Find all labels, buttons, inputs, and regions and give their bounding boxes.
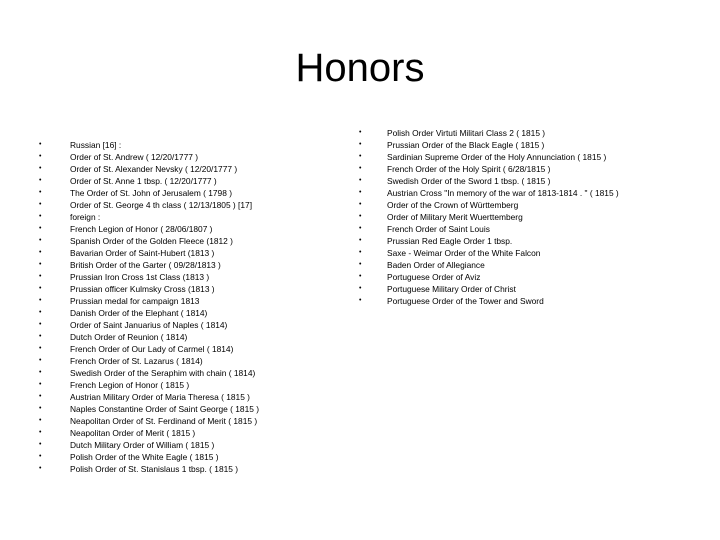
list-item-text: Dutch Military Order of William ( 1815 ) bbox=[70, 440, 215, 450]
list-item-text: The Order of St. John of Jerusalem ( 1798 ) bbox=[70, 188, 232, 198]
list-item bbox=[38, 331, 338, 343]
bullet-icon: • bbox=[39, 441, 42, 448]
list-item-text: Russian [16] : bbox=[70, 140, 122, 150]
list-item bbox=[358, 187, 698, 199]
list-item-text: Baden Order of Allegiance bbox=[387, 260, 485, 270]
bullet-icon: • bbox=[39, 429, 42, 436]
bullet-icon: • bbox=[39, 297, 42, 304]
list-item bbox=[358, 151, 698, 163]
list-item bbox=[38, 259, 338, 271]
bullet-icon: • bbox=[359, 177, 362, 184]
list-item bbox=[358, 259, 698, 271]
list-item-text: Order of the Crown of Württemberg bbox=[387, 200, 519, 210]
list-item-text: French Order of Our Lady of Carmel ( 1814) bbox=[70, 344, 234, 354]
list-item bbox=[358, 247, 698, 259]
list-item bbox=[38, 451, 338, 463]
bullet-icon: • bbox=[39, 321, 42, 328]
list-item-text: Swedish Order of the Seraphim with chain ( 1814) bbox=[70, 368, 256, 378]
list-item-text: Order of St. Alexander Nevsky ( 12/20/1777 ) bbox=[70, 164, 238, 174]
list-item bbox=[358, 295, 698, 307]
bullet-icon: • bbox=[359, 261, 362, 268]
honors-list-left bbox=[38, 139, 338, 475]
bullet-icon: • bbox=[39, 345, 42, 352]
list-item bbox=[358, 175, 698, 187]
list-item bbox=[38, 319, 338, 331]
list-item bbox=[38, 463, 338, 475]
list-item bbox=[38, 175, 338, 187]
list-item-text: Saxe - Weimar Order of the White Falcon bbox=[387, 248, 541, 258]
bullet-icon: • bbox=[359, 189, 362, 196]
list-item-text: Portuguese Order of Aviz bbox=[387, 272, 481, 282]
list-item-text: Austrian Cross "In memory of the war of 1813-1814 . " ( 1815 ) bbox=[387, 188, 619, 198]
bullet-icon: • bbox=[39, 213, 42, 220]
honors-list-right bbox=[358, 127, 698, 307]
list-item bbox=[38, 295, 338, 307]
bullet-icon: • bbox=[39, 249, 42, 256]
list-item-text: British Order of the Garter ( 09/28/1813 ) bbox=[70, 260, 221, 270]
bullet-icon: • bbox=[39, 309, 42, 316]
bullet-icon: • bbox=[39, 189, 42, 196]
bullet-icon: • bbox=[39, 465, 42, 472]
list-item-text: Austrian Military Order of Maria Theresa ( 1815 ) bbox=[70, 392, 250, 402]
bullet-icon: • bbox=[359, 249, 362, 256]
list-item bbox=[38, 247, 338, 259]
list-item-text: French Order of the Holy Spirit ( 6/28/1815 ) bbox=[387, 164, 551, 174]
bullet-icon: • bbox=[359, 285, 362, 292]
list-item bbox=[358, 235, 698, 247]
list-item bbox=[38, 307, 338, 319]
list-item bbox=[38, 439, 338, 451]
list-item-text: Prussian Order of the Black Eagle ( 1815 ) bbox=[387, 140, 545, 150]
list-item bbox=[38, 355, 338, 367]
list-item-text: foreign : bbox=[70, 212, 101, 222]
list-item bbox=[38, 163, 338, 175]
list-item-text: French Order of St. Lazarus ( 1814) bbox=[70, 356, 203, 366]
list-item bbox=[38, 211, 338, 223]
bullet-icon: • bbox=[39, 393, 42, 400]
bullet-icon: • bbox=[359, 297, 362, 304]
list-item-text: Danish Order of the Elephant ( 1814) bbox=[70, 308, 208, 318]
list-item-text: French Order of Saint Louis bbox=[387, 224, 490, 234]
slide-title: Honors bbox=[295, 46, 425, 90]
bullet-icon: • bbox=[359, 273, 362, 280]
list-item bbox=[358, 283, 698, 295]
list-item bbox=[358, 163, 698, 175]
list-item-text: Prussian officer Kulmsky Cross (1813 ) bbox=[70, 284, 215, 294]
list-item-text: Prussian medal for campaign 1813 bbox=[70, 296, 200, 306]
bullet-icon: • bbox=[39, 369, 42, 376]
list-item-text: Spanish Order of the Golden Fleece (1812 ) bbox=[70, 236, 233, 246]
list-item-text: Portuguese Order of the Tower and Sword bbox=[387, 296, 544, 306]
list-item-text: Polish Order of the White Eagle ( 1815 ) bbox=[70, 452, 219, 462]
list-item bbox=[38, 199, 338, 211]
bullet-icon: • bbox=[359, 213, 362, 220]
list-item-text: French Legion of Honor ( 28/06/1807 ) bbox=[70, 224, 213, 234]
list-item bbox=[38, 139, 338, 151]
list-item-text: Polish Order Virtuti Militari Class 2 ( 1815 ) bbox=[387, 128, 546, 138]
list-item bbox=[38, 403, 338, 415]
list-item-text: Order of Military Merit Wuerttemberg bbox=[387, 212, 523, 222]
list-item bbox=[38, 427, 338, 439]
bullet-icon: • bbox=[39, 177, 42, 184]
list-item-text: French Legion of Honor ( 1815 ) bbox=[70, 380, 190, 390]
list-item-text: Sardinian Supreme Order of the Holy Annunciation ( 1815 ) bbox=[387, 152, 607, 162]
bullet-icon: • bbox=[359, 237, 362, 244]
bullet-icon: • bbox=[39, 405, 42, 412]
list-item bbox=[38, 151, 338, 163]
list-item-text: Prussian Red Eagle Order 1 tbsp. bbox=[387, 236, 513, 246]
list-item-text: Order of St. George 4 th class ( 12/13/1805 ) [17] bbox=[70, 200, 253, 210]
list-item bbox=[38, 367, 338, 379]
list-item bbox=[38, 391, 338, 403]
list-item bbox=[38, 283, 338, 295]
list-item bbox=[38, 187, 338, 199]
list-item-text: Portuguese Military Order of Christ bbox=[387, 284, 516, 294]
bullet-icon: • bbox=[39, 333, 42, 340]
list-item-text: Naples Constantine Order of Saint George ( 1815 ) bbox=[70, 404, 260, 414]
list-item-text: Dutch Order of Reunion ( 1814) bbox=[70, 332, 188, 342]
list-item-text: Swedish Order of the Sword 1 tbsp. ( 1815 ) bbox=[387, 176, 551, 186]
bullet-icon: • bbox=[39, 141, 42, 148]
bullet-icon: • bbox=[359, 153, 362, 160]
bullet-icon: • bbox=[359, 165, 362, 172]
bullet-icon: • bbox=[39, 417, 42, 424]
list-item bbox=[38, 271, 338, 283]
bullet-icon: • bbox=[359, 141, 362, 148]
list-item-text: Order of St. Anne 1 tbsp. ( 12/20/1777 ) bbox=[70, 176, 217, 186]
list-item-text: Neapolitan Order of Merit ( 1815 ) bbox=[70, 428, 196, 438]
list-item-text: Polish Order of St. Stanislaus 1 tbsp. ( 1815 ) bbox=[70, 464, 239, 474]
bullet-icon: • bbox=[39, 453, 42, 460]
bullet-icon: • bbox=[39, 165, 42, 172]
bullet-icon: • bbox=[359, 201, 362, 208]
bullet-icon: • bbox=[39, 357, 42, 364]
list-item bbox=[358, 223, 698, 235]
list-item-text: Order of Saint Januarius of Naples ( 1814) bbox=[70, 320, 228, 330]
bullet-icon: • bbox=[39, 153, 42, 160]
list-item bbox=[38, 235, 338, 247]
bullet-icon: • bbox=[39, 273, 42, 280]
list-item bbox=[358, 199, 698, 211]
bullet-icon: • bbox=[39, 201, 42, 208]
bullet-icon: • bbox=[39, 261, 42, 268]
bullet-icon: • bbox=[39, 381, 42, 388]
bullet-icon: • bbox=[359, 225, 362, 232]
list-item-text: Bavarian Order of Saint-Hubert (1813 ) bbox=[70, 248, 215, 258]
bullet-icon: • bbox=[39, 285, 42, 292]
bullet-icon: • bbox=[39, 225, 42, 232]
list-item bbox=[358, 211, 698, 223]
list-item bbox=[38, 379, 338, 391]
list-item-text: Prussian Iron Cross 1st Class (1813 ) bbox=[70, 272, 210, 282]
list-item bbox=[38, 415, 338, 427]
list-item bbox=[358, 271, 698, 283]
list-item-text: Order of St. Andrew ( 12/20/1777 ) bbox=[70, 152, 199, 162]
list-item bbox=[38, 223, 338, 235]
bullet-icon: • bbox=[39, 237, 42, 244]
list-item bbox=[358, 139, 698, 151]
bullet-icon: • bbox=[359, 129, 362, 136]
list-item bbox=[38, 343, 338, 355]
list-item-text: Neapolitan Order of St. Ferdinand of Merit ( 1815 ) bbox=[70, 416, 258, 426]
list-item bbox=[358, 127, 698, 139]
